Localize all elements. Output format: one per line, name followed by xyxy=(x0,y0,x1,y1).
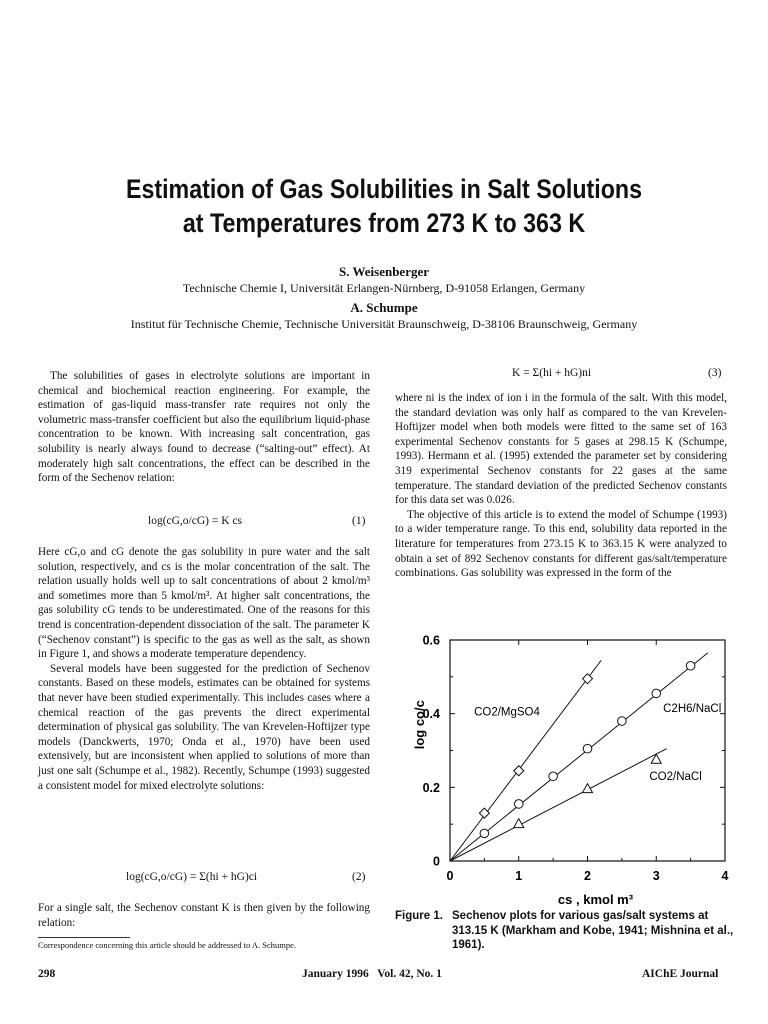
x-tick-label: 2 xyxy=(584,869,591,883)
equation-3: K = Σ(hi + hG)ni xyxy=(512,367,592,379)
left-paragraph-3: Several models have been suggested for the prediction of Sechenov constants. Based on these models, estimates can be obtained for systems that never have been studied experimentally. This includes cases where a chemical reaction of the gas prevents the direct experimental determination of physical gas solubility. The van Krevelen-Hoftijzer type models (Danckwerts, 1970; Onda et al., 1970) have been used extensively, but are inconsistent when applied to solutions of more than just one salt (Schumpe et al., 1982). Recently, Schumpe (1993) suggested a consistent model for mixed electrolyte solutions: xyxy=(38,662,370,792)
left-paragraph-1: The solubilities of gases in electrolyte solutions are important in chemical and biochemical reaction engineering. For example, the estimation of gas-liquid mass-transfer rate requires not only the volumetric mass-transfer coefficient but also the equilibrium liquid-phase concentration to be known. With increasing salt concentration, gas solubility is nearly always found to decrease (“salting-out” effect). At moderately high salt concentrations, the effect can be described in the form of the Sechenov relation: xyxy=(38,370,370,485)
figure-1-caption xyxy=(395,909,735,953)
data-point-circle xyxy=(686,661,695,670)
series-label: CO2/NaCl xyxy=(649,770,702,783)
footnote: Correspondence concerning this article should be addressed to A. Schumpe. xyxy=(38,940,297,950)
journal-name: AIChE Journal xyxy=(642,968,719,980)
series-line xyxy=(450,660,601,861)
y-tick-label: 0.2 xyxy=(422,780,440,795)
x-tick-label: 0 xyxy=(446,869,454,883)
y-axis-label: log co/c xyxy=(412,700,427,750)
left-paragraph-2: Here cG,o and cG denote the gas solubility in pure water and the salt solution, respectively, and cs is the molar concentration of the salt. The relation usually holds well up to salt concentrations of about 2 kmol/m³ and sometimes more than 5 kmol/m³. At higher salt concentrations, the gas solubility cG tends to be underestimated. One of the reasons for this trend is concentration-dependent dissociation of the salt. The parameter K (“Sechenov constant”) is specific to the gas as well as the salt, as shown in Figure 1, and shows a moderate temperature dependency. xyxy=(38,546,370,661)
caption-text: Sechenov plots for various gas/salt systems at 313.15 K (Markham and Kobe, 1941; Mishnina et al., 1961). xyxy=(452,910,734,951)
y-tick-label: 0 xyxy=(433,854,440,869)
left-column-mid xyxy=(38,545,370,793)
data-point-diamond xyxy=(583,674,593,684)
author-1-name: S. Weisenberger xyxy=(338,264,430,279)
series-line xyxy=(450,653,708,861)
author-1-affiliation: Technische Chemie I, Universität Erlangen-Nürnberg, D-91058 Erlangen, Germany xyxy=(182,281,586,295)
footnote-rule xyxy=(38,937,130,938)
title-line-2: at Temperatures from 273 K to 363 K xyxy=(182,208,586,238)
x-tick-label: 4 xyxy=(721,869,729,883)
right-paragraph-1: where ni is the index of ion i in the formula of the salt. With this model, the standard deviation was only half as compared to the van Krevelen-Hoftijzer model when both models were fitted to the same set of 163 experimental Sechenov constants for 5 gases at 298.15 K (Schumpe, 1993). Hermann et al. (1995) extended the parameter set by considering 319 experimental Sechenov constants for 22 gases at the same temperature. The standard deviation of the predicted Sechenov constants for this data set was 0.026. xyxy=(395,392,727,507)
left-paragraph-4: For a single salt, the Sechenov constant K is then given by the following relation: xyxy=(38,902,370,929)
equation-1-number: (1) xyxy=(352,515,366,527)
series-label: CO2/MgSO4 xyxy=(474,706,540,719)
right-column xyxy=(395,391,727,581)
data-point-circle xyxy=(652,689,661,698)
data-point-circle xyxy=(549,772,558,781)
equation-2-number: (2) xyxy=(352,871,366,883)
equation-3-number: (3) xyxy=(708,367,722,379)
figure-1-chart xyxy=(395,628,745,907)
left-column xyxy=(38,369,370,486)
data-point-circle xyxy=(583,744,592,753)
left-column-end xyxy=(38,901,370,930)
title-line-1: Estimation of Gas Solubilities in Salt Solutions xyxy=(125,174,643,204)
author-2-name: A. Schumpe xyxy=(350,300,418,315)
x-axis-label: cs , kmol m³ xyxy=(557,892,634,907)
chart-plot-area xyxy=(412,634,729,908)
journal-issue: January 1996 Vol. 42, No. 1 xyxy=(302,968,442,980)
data-point-circle xyxy=(480,829,489,838)
data-point-circle xyxy=(514,800,523,809)
data-point-circle xyxy=(618,717,627,726)
series-line xyxy=(450,749,667,861)
x-tick-label: 3 xyxy=(652,869,660,883)
data-point-diamond xyxy=(479,808,489,818)
paper-title xyxy=(54,172,714,240)
author-2-affiliation: Institut für Technische Chemie, Technische Universität Braunschweig, D-38106 Braunschweig, Germany xyxy=(130,317,638,331)
equation-1: log(cG,o/cG) = K cs xyxy=(148,515,242,527)
series-label: C2H6/NaCl xyxy=(663,702,722,715)
y-tick-label: 0.4 xyxy=(422,707,440,722)
y-tick-label: 0.6 xyxy=(422,633,440,648)
x-tick-label: 1 xyxy=(515,869,523,883)
right-paragraph-2: The objective of this article is to extend the model of Schumpe (1993) to a wider temperature range. To this end, solubility data reported in the literature for temperatures from 273.15 K to 363.15 K were analyzed to obtain a set of 892 Sechenov constants for different gas/salt/temperature combinations. Gas solubility was expressed in the form of the xyxy=(395,508,727,580)
page-number: 298 xyxy=(38,968,56,980)
equation-2: log(cG,o/cG) = Σ(hi + hG)ci xyxy=(126,871,258,883)
caption-label: Figure 1. xyxy=(395,910,443,922)
